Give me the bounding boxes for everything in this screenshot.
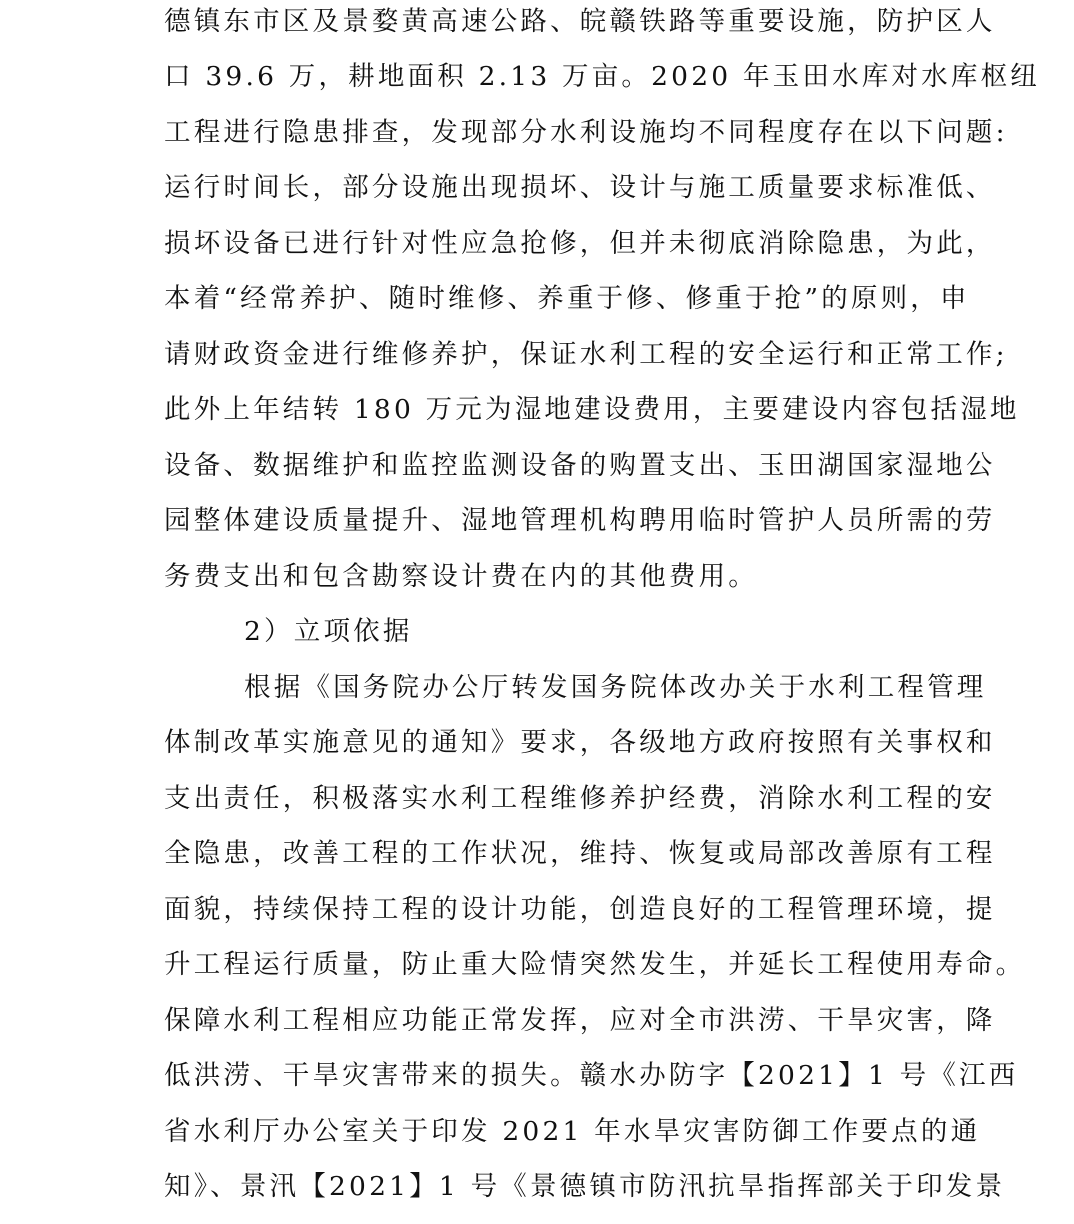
text-line-6: 本着“经常养护、随时维修、养重于修、修重于抢”的原则，申	[164, 283, 970, 314]
text-line-22: 知》、景汛【2021】1 号《景德镇市防汛抗旱指挥部关于印发景	[164, 1171, 1006, 1202]
text-line-17: 面貌，持续保持工程的设计功能，创造良好的工程管理环境，提	[164, 894, 996, 925]
text-line-11: 务费支出和包含勘察设计费在内的其他费用。	[164, 561, 758, 592]
text-line-14: 体制改革实施意见的通知》要求，各级地方政府按照有关事权和	[164, 727, 996, 758]
text-line-7: 请财政资金进行维修养护，保证水利工程的安全运行和正常工作;	[164, 339, 1008, 370]
text-line-1: 德镇东市区及景婺黄高速公路、皖赣铁路等重要设施，防护区人	[164, 6, 996, 37]
text-line-4: 运行时间长，部分设施出现损坏、设计与施工质量要求标准低、	[164, 172, 996, 203]
text-line-18: 升工程运行质量，防止重大险情突然发生，并延长工程使用寿命。	[164, 949, 1026, 980]
text-line-3: 工程进行隐患排查，发现部分水利设施均不同程度存在以下问题:	[164, 117, 1008, 148]
text-line-19: 保障水利工程相应功能正常发挥，应对全市洪涝、干旱灾害，降	[164, 1005, 996, 1036]
text-line-5: 损坏设备已进行针对性应急抢修，但并未彻底消除隐患，为此，	[164, 228, 996, 259]
text-line-13: 根据《国务院办公厅转发国务院体改办关于水利工程管理	[244, 672, 987, 703]
text-line-10: 园整体建设质量提升、湿地管理机构聘用临时管护人员所需的劳	[164, 505, 996, 536]
text-line-2: 口 39.6 万，耕地面积 2.13 万亩。2020 年玉田水库对水库枢纽	[164, 61, 1040, 92]
text-line-9: 设备、数据维护和监控监测设备的购置支出、玉田湖国家湿地公	[164, 450, 996, 481]
text-line-21: 省水利厅办公室关于印发 2021 年水旱灾害防御工作要点的通	[164, 1116, 981, 1147]
section-heading: 2）立项依据	[244, 616, 413, 647]
text-line-8: 此外上年结转 180 万元为湿地建设费用，主要建设内容包括湿地	[164, 394, 1020, 425]
text-line-15: 支出责任，积极落实水利工程维修养护经费，消除水利工程的安	[164, 783, 996, 814]
text-line-20: 低洪涝、干旱灾害带来的损失。赣水办防字【2021】1 号《江西	[164, 1060, 1019, 1091]
text-line-16: 全隐患，改善工程的工作状况，维持、恢复或局部改善原有工程	[164, 838, 996, 869]
